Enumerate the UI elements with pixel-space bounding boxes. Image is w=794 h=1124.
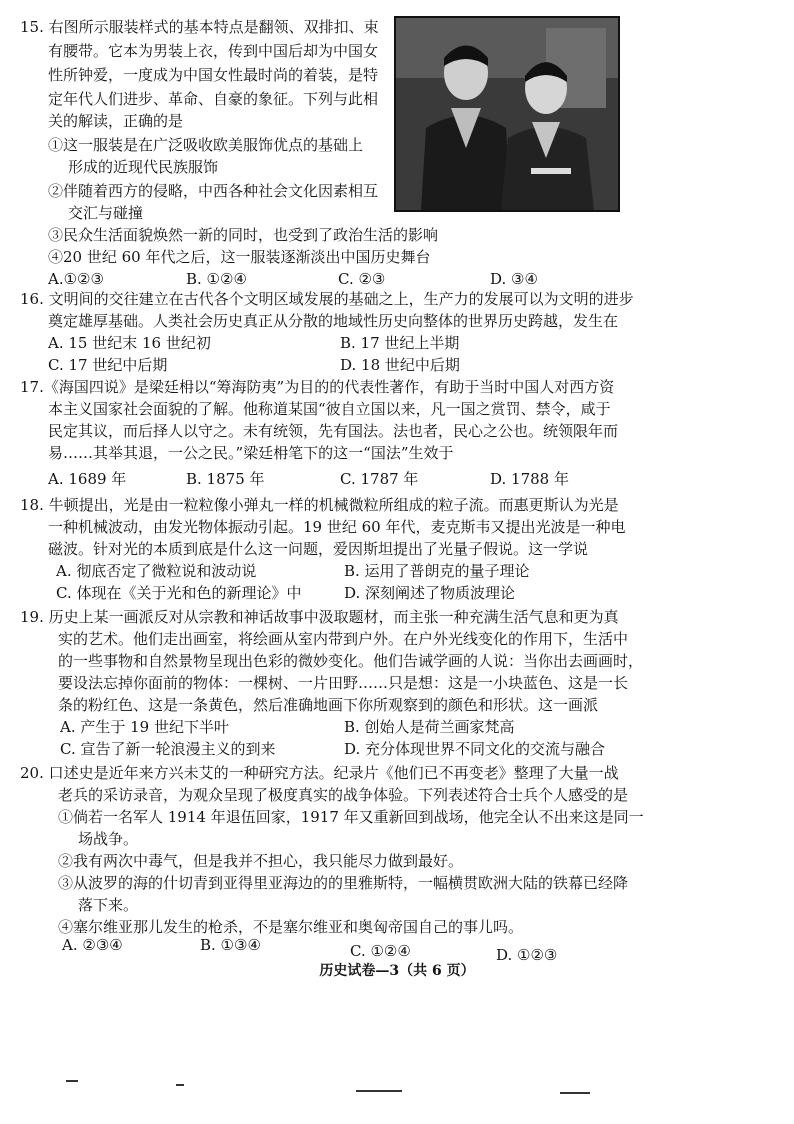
q19-stem-line-5: 条的粉红色、这是一条黄色，然后准确地画下你所观察到的颜色和形状。这一画派 xyxy=(58,696,599,714)
q17-stem-line-2: 本主义国家社会面貌的了解。他称道某国“彼自立国以来，凡一国之赏罚、禁令，咸于 xyxy=(48,400,611,418)
q20-stem-line-1: 20. 口述史是近年来方兴未艾的一种研究方法。纪录片《他们已不再变老》整理了大量一战 xyxy=(20,764,619,782)
q15-item-2: ②伴随着西方的侵略，中西各种社会文化因素相互 xyxy=(48,182,379,200)
q19-stem-line-3: 的一些事物和自然景物呈现出色彩的微妙变化。他们告诫学画的人说：当你出去画画时， xyxy=(58,652,644,670)
q17-option-b[interactable]: B. 1875 年 xyxy=(186,470,265,488)
q19-option-b[interactable]: B. 创始人是荷兰画家梵高 xyxy=(344,718,515,736)
photo-image xyxy=(396,18,618,210)
scan-mark-4 xyxy=(560,1092,590,1094)
q18-option-a[interactable]: A. 彻底否定了微粒说和波动说 xyxy=(56,562,257,580)
q18-stem-line-1: 18. 牛顿提出，光是由一粒粒像小弹丸一样的机械微粒所组成的粒子流。而惠更斯认为光是 xyxy=(20,496,619,514)
q19-stem-line-2: 实的艺术。他们走出画室，将绘画从室内带到户外。在户外光线变化的作用下，生活中 xyxy=(58,630,629,648)
q19-option-c[interactable]: C. 宣告了新一轮浪漫主义的到来 xyxy=(60,740,276,758)
q20-item-1-cont: 场战争。 xyxy=(78,830,139,848)
q18-option-c[interactable]: C. 体现在《关于光和色的新理论》中 xyxy=(56,584,302,602)
q19-stem-line-4: 要设法忘掉你面前的物体：一棵树、一片田野……只是想：这是一小块蓝色、这是一长 xyxy=(58,674,629,692)
q15-item-1-cont: 形成的近现代民族服饰 xyxy=(68,158,219,176)
q18-stem-line-3: 磁波。针对光的本质到底是什么这一问题，爱因斯坦提出了光量子假说。这一学说 xyxy=(48,540,589,558)
q15-stem-line-1: 15. 右图所示服装样式的基本特点是翻领、双排扣、束 xyxy=(20,18,379,36)
q19-stem-line-1: 19. 历史上某一画派反对从宗教和神话故事中汲取题材，而主张一种充满生活气息和更为真 xyxy=(20,608,619,626)
scan-mark-1 xyxy=(66,1080,78,1082)
q17-option-a[interactable]: A. 1689 年 xyxy=(48,470,127,488)
q20-item-3-cont: 落下来。 xyxy=(78,896,139,914)
q20-option-d[interactable]: D. ①②③ xyxy=(496,946,558,964)
q15-stem-line-3: 性所钟爱，一度成为中国女性最时尚的着装，是特 xyxy=(48,66,379,84)
q20-option-a[interactable]: A. ②③④ xyxy=(62,936,123,954)
q17-option-c[interactable]: C. 1787 年 xyxy=(340,470,419,488)
q18-option-d[interactable]: D. 深刻阐述了物质波理论 xyxy=(344,584,516,602)
q20-item-3: ③从波罗的海的什切青到亚得里亚海边的的里雅斯特，一幅横贯欧洲大陆的铁幕已经降 xyxy=(58,874,629,892)
q15-option-d[interactable]: D. ③④ xyxy=(490,270,538,288)
q17-stem-line-4: 易……其举其退，一公之民。”梁廷枏笔下的这一“国法”生效于 xyxy=(48,444,454,462)
q16-stem-line-2: 奠定雄厚基础。人类社会历史真正从分散的地域性历史向整体的世界历史跨越，发生在 xyxy=(48,312,619,330)
q19-option-a[interactable]: A. 产生于 19 世纪下半叶 xyxy=(60,718,229,736)
q15-stem-line-4: 定年代人们进步、革命、自豪的象征。下列与此相 xyxy=(48,90,379,108)
q15-item-2-cont: 交汇与碰撞 xyxy=(68,204,144,222)
q16-stem-line-1: 16. 文明间的交往建立在古代各个文明区域发展的基础之上，生产力的发展可以为文明的进步 xyxy=(20,290,634,308)
q18-option-b[interactable]: B. 运用了普朗克的量子理论 xyxy=(344,562,530,580)
q18-stem-line-2: 一种机械波动，由发光物体振动引起。19 世纪 60 年代，麦克斯韦又提出光波是一种电 xyxy=(48,518,626,536)
q15-stem-line-2: 有腰带。它本为男装上衣，传到中国后却为中国女 xyxy=(48,42,379,60)
q20-item-1: ①倘若一名军人 1914 年退伍回家，1917 年又重新回到战场，他完全认不出来这是同一 xyxy=(58,808,644,826)
q20-stem-line-2: 老兵的采访录音，为观众呈现了极度真实的战争体验。下列表述符合士兵个人感受的是 xyxy=(58,786,629,804)
q20-item-2: ②我有两次中毒气，但是我并不担心，我只能尽力做到最好。 xyxy=(58,852,464,870)
q15-item-3: ③民众生活面貌焕然一新的同时，也受到了政治生活的影响 xyxy=(48,226,439,244)
q16-option-d[interactable]: D. 18 世纪中后期 xyxy=(340,356,460,374)
q15-option-b[interactable]: B. ①②④ xyxy=(186,270,247,288)
q16-option-c[interactable]: C. 17 世纪中后期 xyxy=(48,356,168,374)
historical-photo xyxy=(394,16,620,212)
q20-item-4: ④塞尔维亚那儿发生的枪杀，不是塞尔维亚和奥匈帝国自己的事儿吗。 xyxy=(58,918,524,936)
q15-item-1: ①这一服装是在广泛吸收欧美服饰优点的基础上 xyxy=(48,136,364,154)
q15-stem-line-5: 关的解读，正确的是 xyxy=(48,112,184,130)
q19-option-d[interactable]: D. 充分体现世界不同文化的交流与融合 xyxy=(344,740,606,758)
q16-option-b[interactable]: B. 17 世纪上半期 xyxy=(340,334,460,352)
q20-option-c[interactable]: C. ①②④ xyxy=(350,942,411,960)
scan-mark-3 xyxy=(356,1090,402,1092)
q17-stem-line-1: 17.《海国四说》是梁廷枏以“筹海防夷”为目的的代表性著作，有助于当时中国人对西方资 xyxy=(20,378,615,396)
scan-mark-2 xyxy=(176,1084,184,1086)
page-footer: 历史试卷—3（共 6 页） xyxy=(319,963,475,979)
q17-option-d[interactable]: D. 1788 年 xyxy=(490,470,569,488)
q20-option-b[interactable]: B. ①③④ xyxy=(200,936,261,954)
q15-option-a[interactable]: A.①②③ xyxy=(48,270,104,288)
q15-item-4: ④20 世纪 60 年代之后，这一服装逐渐淡出中国历史舞台 xyxy=(48,248,431,266)
q17-stem-line-3: 民定其议，而后择人以守之。未有统领，先有国法。法也者，民心之公也。统领限年而 xyxy=(48,422,619,440)
q15-option-c[interactable]: C. ②③ xyxy=(338,270,386,288)
q16-option-a[interactable]: A. 15 世纪末 16 世纪初 xyxy=(48,334,211,352)
